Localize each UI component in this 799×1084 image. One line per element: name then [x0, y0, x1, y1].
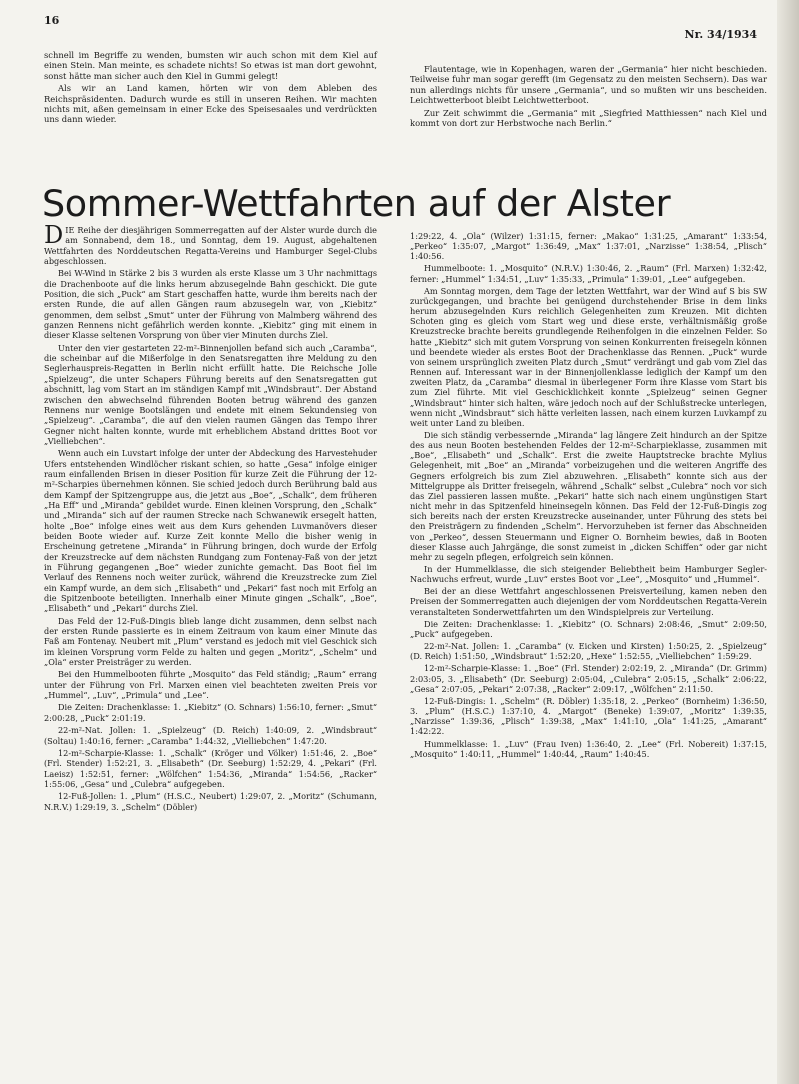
article-headline: Sommer-Wettfahrten auf der Alster [42, 182, 671, 225]
lead-paragraph [44, 221, 377, 267]
results-paragraph: 22-m²-Nat. Jollen: 1. „Caramba“ (v. Eicken und Kirsten) 1:50:25, 2. „Spielzeug“ (D. Reich) 1:51:50, „Windsbraut“ 1:52:20, „Hexe“ 1:52:55, „Vielliebchen“ 1:59:29. [410, 641, 767, 662]
lead-text: IE Reihe der diesjährigen Sommerregatten auf der Alster wurde durch die am Sonnabend, dem 18., und Sonntag, dem 19. August, abgehaltenen Wettfahrten des Norddeutschen Regatta-Vereins und Hamburger Segel-Clubs abgeschlossen. [44, 225, 377, 267]
results-paragraph: Die Zeiten: Drachenklasse: 1. „Kiebitz“ (O. Schnars) 1:56:10, ferner: „Smut“ 2:00:28, „Puck“ 2:01:19. [44, 702, 377, 723]
results-paragraph: 12-Fuß-Dingis: 1. „Schelm“ (R. Döbler) 1:35:18, 2. „Perkeo“ (Bornheim) 1:36:50, 3. „Plum“ (H.S.C.) 1:37:10, 4. „Margot“ (Beneke) 1:39:07, „Moritz“ 1:39:35, „Narzisse“ 1:39:36, „Plisch“ 1:39:38, „Max“ 1:41:10, „Ola“ 1:41:25, „Amarant“ 1:42:22. [410, 695, 767, 737]
results-paragraph: 1:29:22, 4. „Ola“ (Wilzer) 1:31:15, ferner: „Makao“ 1:31:25, „Amarant“ 1:33:54, „Perkeo“ 1:35:07, „Margot“ 1:36:49, „Max“ 1:37:01, „Narzisse“ 1:38:54, „Plisch“ 1:40:56. [410, 231, 767, 262]
article-left-column [44, 221, 377, 814]
results-paragraph: Hummelboote: 1. „Mosquito“ (N.R.V.) 1:30:46, 2. „Raum“ (Frl. Marxen) 1:32:42, ferner: „Hummel“ 1:34:51, „Luv“ 1:35:33, „Primula“ 1:39:01, „Lee“ aufgegeben. [410, 263, 767, 284]
article-right-column [410, 231, 767, 761]
paragraph: Bei der an diese Wettfahrt angeschlossenen Preisverteilung, kamen neben den Preisen der Sommerregatten auch diejenigen der vom Norddeutschen Regatta-Verein veranstalteten Sonderwettfahrten um den Windspielpreis zur Verteilung. [410, 586, 767, 617]
results-paragraph: 12-m²-Scharpie-Klasse: 1. „Schalk“ (Kröger und Völker) 1:51:46, 2. „Boe“ (Frl. Stender) 1:52:21, 3. „Elisabeth“ (Dr. Seeburg) 1:52:29, 4. „Pekari“ (Frl. Laeisz) 1:52:51, ferner: „Wölfchen“ 1:54:36, „Miranda“ 1:54:56, „Racker“ 1:55:06, „Gesa“ und „Culebra“ aufgegeben. [44, 747, 377, 789]
paragraph: In der Hummelklasse, die sich steigender Beliebtheit beim Hamburger Segler-Nachwuchs erfreut, wurde „Luv“ erstes Boot vor „Lee“, „Mosquito“ und „Hummel“. [410, 564, 767, 585]
paragraph: Bei W-Wind in Stärke 2 bis 3 wurden als erste Klasse um 3 Uhr nachmittags die Drachenboote auf die links herum abzusegelnde Bahn geschickt. Die gute Position, die sich „Puck“ am Start geschaffen hatte, wurde ihm bereits nach der ersten Runde, die auf allen Gängen raum abzusegeln war, von „Kiebitz“ genommen, dem selbst „Smut“ unter der Führung von Malmberg während des ganzen Rennens nicht gefährlich werden konnte. „Kiebitz“ ging mit einem in dieser Klasse seltenen Vorsprung von über vier Minuten durchs Ziel. [44, 268, 377, 341]
paragraph: Als wir an Land kamen, hörten wir von dem Ableben des Reichspräsidenten. Dadurch wurde es still in unseren Reihen. Wir machten nichts mit, aßen gemeinsam in einer Ecke des Speisesaales und verdrückten uns dann wieder. [44, 83, 377, 125]
paragraph: Wenn auch ein Luvstart infolge der unter der Abdeckung des Harvestehuder Ufers entstehenden Windlöcher riskant schien, so hatte „Gesa“ infolge einiger raum einfallenden Brisen in dieser Position für kurze Zeit die Führung der 12-m²-Scharpies übernehmen können. Sie schied jedoch durch Berührung bald aus dem Kampf der Spitzengruppe aus, die jetzt aus „Boe“, „Schalk“, dem früheren „Ha Eff“ und „Miranda“ gebildet wurde. Einen kleinen Vorsprung, den „Schalk“ und „Miranda“ sich auf der raumen Strecke nach Schwanewik ersegelt hatten, holte „Boe“ infolge eines weit aus dem Kurs gehenden Luvmanövers dieser beiden Boote wieder auf. Kurze Zeit konnte Mello die bisher wenig in Erscheinung getretene „Miranda“ in Führung bringen, doch wurde der Erfolg der Kreuzstrecke auf dem nächsten Rundgang zum Fontenay-Faß von der jetzt in Führung gegangenen „Boe“ wieder zunichte gemacht. Das Boot fiel im Verlauf des Rennens noch weiter zurück, während die Kreuzstrecke zum Ziel ein Kampf wurde, an dem sich „Elisabeth“ und „Pekari“ fast noch mit Erfolg an die Spitzenboote beteiligten. Innerhalb einer Minute gingen „Schalk“, „Boe“, „Elisabeth“ und „Pekari“ durchs Ziel. [44, 448, 377, 614]
paragraph: Am Sonntag morgen, dem Tage der letzten Wettfahrt, war der Wind auf S bis SW zurückgegangen, und brachte bei genügend durchstehender Brise in dem links herum abzusegelnden Kurs reichlich Gelegenheiten zum Kreuzen. Mit dichten Schoten ging es gleich vom Start weg und diese erste, verhältnismäßig große Kreuzstrecke brachte bereits grundlegende Reihenfolgen in die einzelnen Felder. So hatte „Kiebitz“ sich mit gutem Vorsprung von seinen Konkurrenten freisegeln können und beendete wieder als erstes Boot der Drachenklasse das Rennen. „Puck“ wurde von seinem ursprünglich zweiten Platz durch „Smut“ verdrängt und gab vom Ziel das Rennen auf. Interessant war in der Binnenjollenklasse lediglich der Kampf um den zweiten Platz, da „Caramba“ diesmal in überlegener Form ihre Klasse vom Start bis zum Ziel führte. Mit viel Geschicklichkeit konnte „Spielzeug“ seinen Gegner „Windsbraut“ hinter sich halten, wäre jedoch noch auf der Schlußstrecke unterlegen, wenn nicht „Windsbraut“ sich hätte verleiten lassen, nach einem kurzen Luvkampf zu weit unter Land zu bleiben. [410, 285, 767, 428]
page-edge-shadow [777, 0, 799, 1084]
paragraph: Zur Zeit schwimmt die „Germania“ mit „Siegfried Matthiessen“ nach Kiel und kommt von dort zur Herbstwoche nach Berlin.“ [410, 107, 767, 129]
paragraph: Das Feld der 12-Fuß-Dingis blieb lange dicht zusammen, denn selbst nach der ersten Runde passierte es in einem Zeitraum von kaum einer Minute das Faß am Fontenay. Neubert mit „Plum“ verstand es jedoch mit viel Geschick sich im kleinen Vorsprung vorm Felde zu halten und gegen „Moritz“, „Schelm“ und „Ola“ erster Preisträger zu werden. [44, 615, 377, 668]
drop-cap: D [44, 221, 64, 249]
issue-number: Nr. 34/1934 [684, 28, 757, 41]
paragraph: Bei den Hummelbooten führte „Mosquito“ das Feld ständig; „Raum“ errang unter der Führung von Frl. Marxen einen viel beachteten zweiten Preis vor „Hummel“, „Luv“, „Primula“ und „Lee“. [44, 669, 377, 701]
paragraph: schnell im Begriffe zu wenden, bumsten wir auch schon mit dem Kiel auf einen Stein. Man meinte, es schadete nichts! So etwas ist man dort gewohnt, sonst hätte man sicher auch den Kiel in Gummi gelegt! [44, 50, 377, 81]
results-paragraph: 22-m²-Nat. Jollen: 1. „Spielzeug“ (D. Reich) 1:40:09, 2. „Windsbraut“ (Soltau) 1:40:16, ferner: „Caramba“ 1:44:32, „Vielliebchen“ 1:47:20. [44, 725, 377, 746]
results-paragraph: Hummelklasse: 1. „Luv“ (Frau Iven) 1:36:40, 2. „Lee“ (Frl. Nobereit) 1:37:15, „Mosquito“ 1:40:11, „Hummel“ 1:40:44, „Raum“ 1:40:45. [410, 738, 767, 759]
results-paragraph: 12-m²-Scharpie-Klasse: 1. „Boe“ (Frl. Stender) 2:02:19, 2. „Miranda“ (Dr. Grimm) 2:03:05, 3. „Elisabeth“ (Dr. Seeburg) 2:05:04, „Culebra“ 2:05:15, „Schalk“ 2:06:22, „Gesa“ 2:07:05, „Pekari“ 2:07:38, „Racker“ 2:09:17, „Wölfchen“ 2:11:50. [410, 663, 767, 694]
top-right-column [410, 64, 767, 130]
results-paragraph: 12-Fuß-Jollen: 1. „Plum“ (H.S.C., Neubert) 1:29:07, 2. „Moritz“ (Schumann, N.R.V.) 1:29:19, 3. „Schelm“ (Döbler) [44, 791, 377, 812]
results-paragraph: Die Zeiten: Drachenklasse: 1. „Kiebitz“ (O. Schnars) 2:08:46, „Smut“ 2:09:50, „Puck“ aufgegeben. [410, 618, 767, 639]
page-number: 16 [44, 14, 60, 27]
paragraph: Die sich ständig verbessernde „Miranda“ lag längere Zeit hindurch an der Spitze des aus neun Booten bestehenden Feldes der 12-m²-Scharpieklasse, zusammen mit „Boe“, „Elisabeth“ und „Schalk“. Erst die zweite Hauptstrecke brachte Mylius Gelegenheit, mit „Boe“ an „Miranda“ vorbeizugehen und die weiteren Angriffe des Gegners erfolgreich bis zum Ziel abzuwehren. „Elisabeth“ konnte sich aus der Mittelgruppe als Dritter freisegeln, während „Schalk“ selbst „Culebra“ noch vor sich das Ziel passieren lassen mußte. „Pekari“ hatte sich nach einem ungünstigen Start nicht mehr in das Spitzenfeld hineinsegeln können. Das Feld der 12-Fuß-Dingis zog sich bereits nach der ersten Kreuzstrecke auseinander, unter Führung des stets bei den Preisträgern zu findenden „Schelm“. Hervorzuheben ist ferner das Abschneiden von „Perkeo“, dessen Steuermann und Eigner O. Bornheim bewies, daß in Booten dieser Klasse auch Jahrgänge, die sonst zumeist in „dicken Schiffen“ oder gar nicht mehr zu segeln pflegen, erfolgreich sein können. [410, 429, 767, 562]
top-left-column [44, 50, 377, 127]
paragraph: Unter den vier gestarteten 22-m²-Binnenjollen befand sich auch „Caramba“, die scheinbar auf die Mißerfolge in den Senatsregatten ihre Meldung zu den Seglerhauspreis-Regatten in Berlin nicht erfüllt hatte. Die Reichsche Jolle „Spielzeug“, die unter Schapers Führung bereits auf den Senatsregatten gut abschnitt, lag vom Start an im ständigen Kampf mit „Windsbraut“. Der Abstand zwischen den abwechselnd führenden Booten betrug während des ganzen Rennens nur wenige Bootslängen und endete mit einem Sekundensieg von „Spielzeug“. „Caramba“, die auf den vielen raumen Gängen das Tempo ihrer Gegner nicht halten konnte, wurde mit erheblichem Abstand drittes Boot vor „Vielliebchen“. [44, 342, 377, 446]
paragraph: Flautentage, wie in Kopenhagen, waren der „Germania“ hier nicht beschieden. Teilweise fuhr man sogar gerefft (im Gegensatz zu den meisten Sechsern). Das war nun allerdings nichts für unsere „Germania“, und so mußten wir uns bescheiden. Leichtwetterboot bleibt Leichtwetterboot. [410, 64, 767, 106]
